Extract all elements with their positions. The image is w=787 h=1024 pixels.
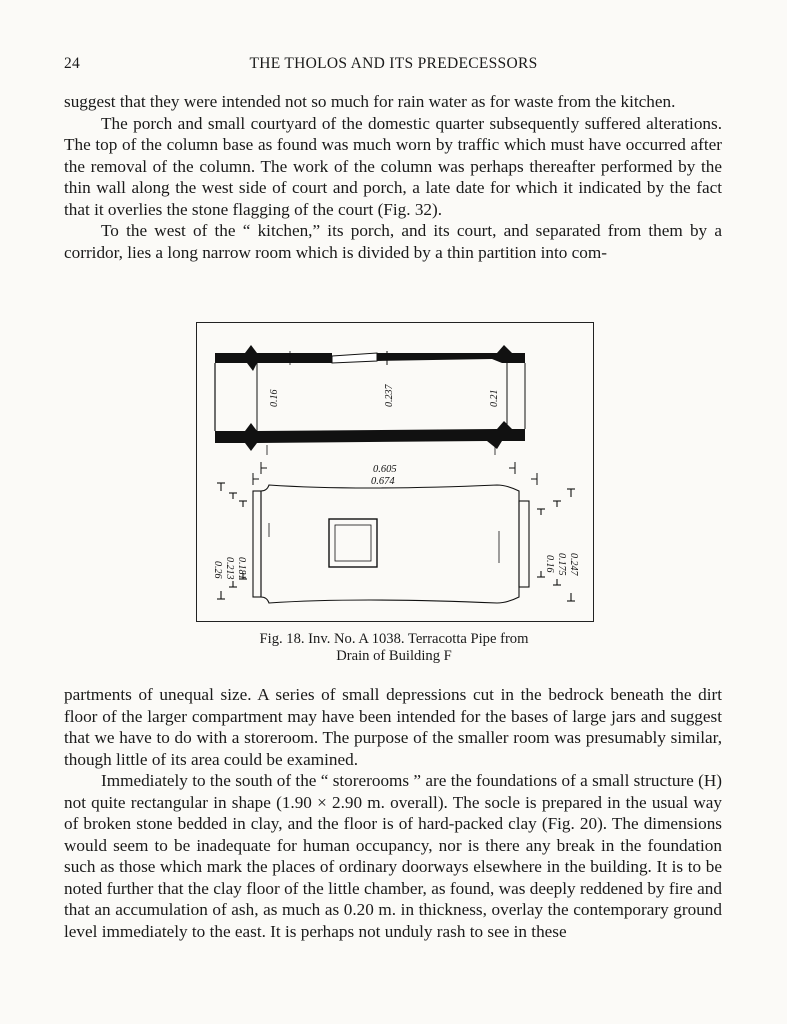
paragraph: The porch and small courtyard of the domestic quarter subsequently suffered alterations. The top of the column base as found was much worn by traffic which must have occurred after the removal of the column. The work of the column was perhaps thereafter performed by the thin wall along the west side of court and porch, a late date for which it indicated by the fact that it overlies the stone flagging of the court (Fig. 32). (64, 113, 722, 219)
caption-line: Fig. 18. Inv. No. A 1038. Terracotta Pipe from (259, 631, 529, 647)
dim-label: 0.26 (212, 561, 223, 579)
dim-label: 0.213 (224, 557, 235, 580)
body-text-bottom (64, 684, 722, 942)
page-number: 24 (64, 55, 81, 72)
dim-label: 0.237 (384, 384, 395, 407)
dim-label: 0.16 (269, 389, 280, 407)
paragraph: partments of unequal size. A series of small depressions cut in the bedrock beneath the dirt floor of the larger compartment may have been intended for the bases of large jars and suggest that we have to do with a storeroom. The purpose of the smaller room was presumably similar, though little of its area could be examined. (64, 685, 722, 769)
outer-length-label: 0.674 (371, 476, 395, 487)
pipe-exterior-view (217, 483, 575, 603)
caption-line: Drain of Building F (336, 648, 452, 664)
paragraph: To the west of the “ kitchen,” its porch, and its court, and separated from them by a corridor, lies a long narrow room which is divided by a thin partition into com- (64, 221, 722, 262)
figure-terracotta-pipe (196, 322, 594, 622)
paragraph: suggest that they were intended not so much for rain water as for waste from the kitchen. (64, 92, 676, 111)
page-header (64, 55, 723, 77)
figure-caption (196, 631, 592, 665)
dim-label: 0.181 (236, 557, 247, 580)
running-title: THE THOLOS AND ITS PREDECESSORS (249, 55, 538, 72)
body-text-top (64, 91, 722, 263)
dim-label: 0.16 (544, 555, 555, 573)
pipe-drawing (197, 323, 593, 621)
dim-label: 0.175 (556, 553, 567, 576)
inner-length-label: 0.605 (373, 464, 397, 475)
pipe-section-view (215, 345, 525, 455)
dim-label: 0.21 (489, 389, 500, 407)
dim-label: 0.247 (568, 553, 579, 576)
paragraph: Immediately to the south of the “ storerooms ” are the foundations of a small structure (H) not quite rectangular in shape (1.90 × 2.90 m. overall). The socle is prepared in the usual way of broken stone bedded in clay, and the floor is of hard-packed clay (Fig. 20). The dimensions would seem to be inadequate for human occupancy, nor is there any break in the foundation such as those which mark the places of ordinary doorways elsewhere in the building. It is to be noted further that the clay floor of the little chamber, as found, was deeply reddened by fire and that an accumulation of ash, as much as 0.20 m. in thickness, overlay the contemporary ground level immediately to the east. It is perhaps not unduly rash to see in these (64, 771, 722, 941)
